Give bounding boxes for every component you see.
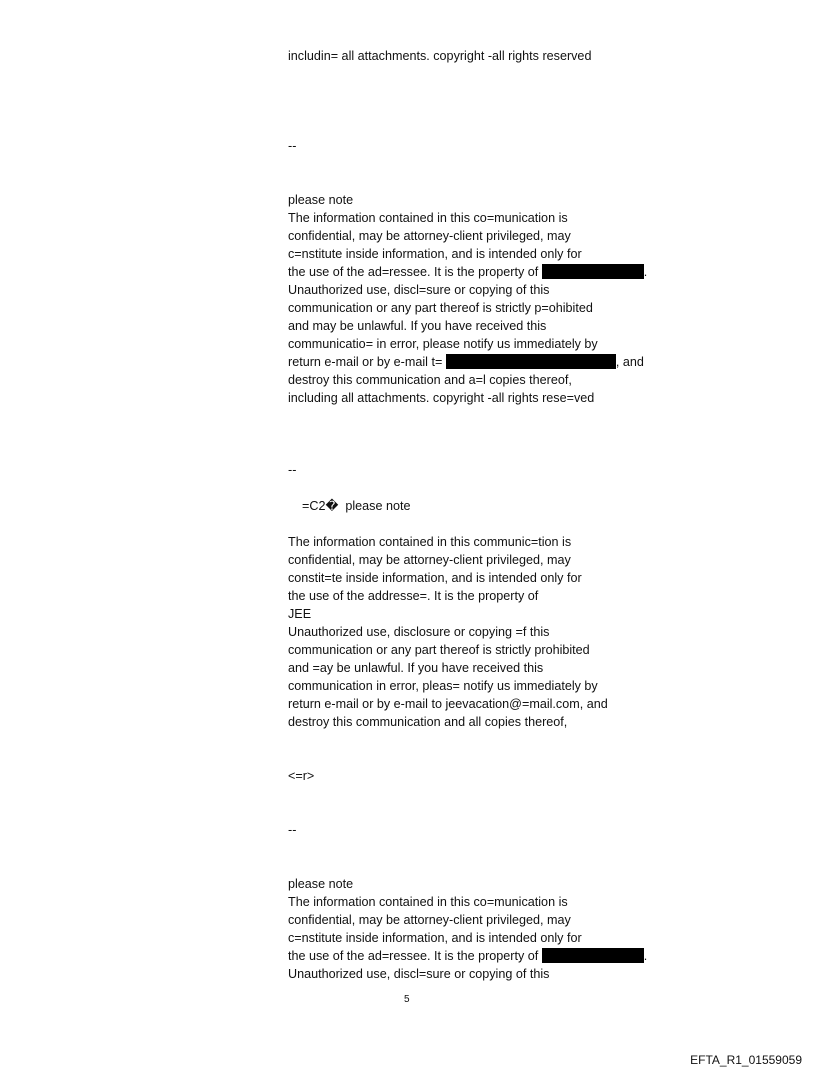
text-line: c=nstitute inside information, and is intended only for: [288, 247, 582, 261]
block-heading: please note: [288, 193, 354, 207]
text-line: communicatio= in error, please notify us immediately by: [288, 337, 598, 351]
text-fragment: , and: [615, 355, 644, 369]
separator: --: [288, 823, 297, 837]
disclaimer-block-2: [288, 497, 728, 731]
text-line: confidential, may be attorney-client privileged, may: [288, 913, 571, 927]
text-fragment: return e-mail or by e-mail t=: [288, 355, 446, 369]
text-line: [288, 947, 728, 965]
redaction-box: [542, 948, 644, 963]
document-id: EFTA_R1_01559059: [690, 1053, 802, 1067]
disclaimer-block-3: [288, 875, 728, 983]
block-heading: =C2� please note: [288, 499, 411, 513]
text-line: destroy this communication and a=l copies thereof,: [288, 373, 572, 387]
text-line: confidential, may be attorney-client privileged, may: [288, 553, 571, 567]
text-line: return e-mail or by e-mail to jeevacation@=mail.com, and: [288, 697, 608, 711]
text-line: [288, 263, 728, 281]
tag-line: <=r>: [288, 769, 315, 783]
text-line: Unauthorized use, discl=sure or copying of this: [288, 967, 550, 981]
text-line: c=nstitute inside information, and is intended only for: [288, 931, 582, 945]
page-number: 5: [404, 994, 410, 1005]
text-line: JEE: [288, 607, 312, 621]
text-line: The information contained in this co=munication is: [288, 211, 568, 225]
text-line: communication or any part thereof is strictly prohibited: [288, 643, 590, 657]
text-fragment: the use of the ad=ressee. It is the property of: [288, 265, 542, 279]
text-line: constit=te inside information, and is intended only for: [288, 571, 582, 585]
redaction-box: [446, 354, 616, 369]
text-line: [288, 353, 728, 371]
text-line: communication in error, pleas= notify us immediately by: [288, 679, 598, 693]
text-fragment: the use of the ad=ressee. It is the property of: [288, 949, 542, 963]
text-fragment: .: [643, 265, 648, 279]
text-line: The information contained in this communic=tion is: [288, 535, 572, 549]
text-line: Unauthorized use, disclosure or copying =f this: [288, 625, 550, 639]
separator: --: [288, 139, 297, 153]
text-line: and may be unlawful. If you have received this: [288, 319, 547, 333]
text-fragment: .: [643, 949, 648, 963]
disclaimer-block-1: [288, 191, 728, 407]
separator: --: [288, 463, 297, 477]
text-line: including all attachments. copyright -all rights rese=ved: [288, 391, 595, 405]
block-heading: please note: [288, 877, 354, 891]
text-line: destroy this communication and all copies thereof,: [288, 715, 568, 729]
text-line: the use of the addresse=. It is the property of: [288, 589, 539, 603]
text-line: communication or any part thereof is strictly p=ohibited: [288, 301, 593, 315]
redaction-box: [542, 264, 644, 279]
text-line: and =ay be unlawful. If you have received this: [288, 661, 544, 675]
text-line: Unauthorized use, discl=sure or copying of this: [288, 283, 550, 297]
document-body: [288, 47, 728, 983]
text-line: The information contained in this co=munication is: [288, 895, 568, 909]
text-line: includin= all attachments. copyright -all rights reserved: [288, 49, 592, 63]
text-line: confidential, may be attorney-client privileged, may: [288, 229, 571, 243]
